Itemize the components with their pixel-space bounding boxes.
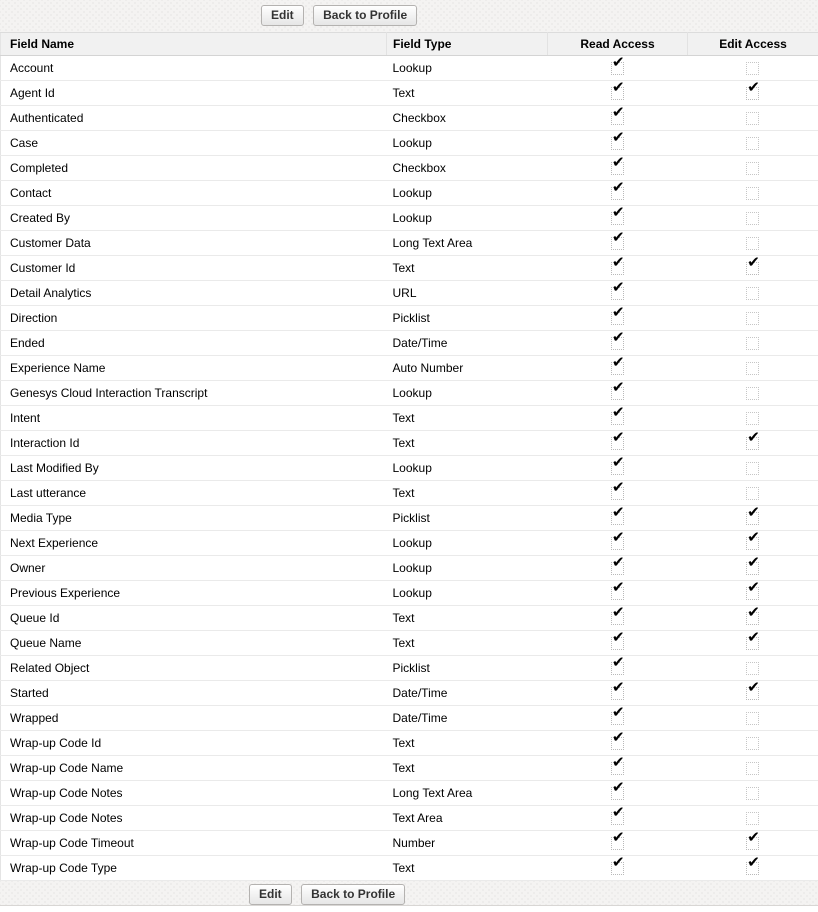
column-header-field-name: Field Name [1,33,387,56]
edit-access-cell [688,56,818,81]
field-type-cell: Text [387,731,548,756]
field-name-cell: Intent [1,406,387,431]
read-access-cell [548,406,688,431]
checked-checkbox-icon [746,437,759,450]
read-access-cell [548,131,688,156]
checked-checkbox-icon [611,362,624,375]
field-name-cell: Wrap-up Code Name [1,756,387,781]
checked-checkbox-icon [746,87,759,100]
edit-access-cell [688,331,818,356]
table-row [1,231,818,256]
checked-checkbox-icon [611,487,624,500]
checked-checkbox-icon [611,762,624,775]
field-name-cell: Queue Name [1,631,387,656]
table-row [1,506,818,531]
field-name-cell: Related Object [1,656,387,681]
field-type-cell: URL [387,281,548,306]
table-row [1,756,818,781]
checked-checkbox-icon [611,337,624,350]
table-row [1,281,818,306]
edit-access-cell [688,181,818,206]
field-name-cell: Genesys Cloud Interaction Transcript [1,381,387,406]
field-name-cell: Interaction Id [1,431,387,456]
table-row [1,481,818,506]
unchecked-checkbox-icon [746,462,759,475]
edit-access-cell [688,506,818,531]
field-type-cell: Lookup [387,56,548,81]
read-access-cell [548,806,688,831]
field-type-cell: Auto Number [387,356,548,381]
edit-button-bottom[interactable]: Edit [249,884,292,905]
field-name-cell: Wrap-up Code Notes [1,806,387,831]
back-to-profile-button-top[interactable]: Back to Profile [313,5,417,26]
table-row [1,456,818,481]
edit-access-cell [688,256,818,281]
checked-checkbox-icon [611,187,624,200]
edit-access-cell [688,381,818,406]
field-name-cell: Next Experience [1,531,387,556]
checked-checkbox-icon [611,312,624,325]
back-to-profile-button-bottom[interactable]: Back to Profile [301,884,405,905]
column-header-field-type: Field Type [387,33,548,56]
checked-checkbox-icon [746,687,759,700]
unchecked-checkbox-icon [746,337,759,350]
unchecked-checkbox-icon [746,387,759,400]
edit-access-cell [688,356,818,381]
edit-access-cell [688,106,818,131]
table-header-row [1,33,818,56]
unchecked-checkbox-icon [746,212,759,225]
table-row [1,681,818,706]
field-name-cell: Previous Experience [1,581,387,606]
read-access-cell [548,606,688,631]
column-header-read-access: Read Access [548,33,688,56]
field-type-cell: Text Area [387,806,548,831]
column-header-edit-access: Edit Access [688,33,818,56]
checked-checkbox-icon [611,237,624,250]
field-type-cell: Picklist [387,656,548,681]
checked-checkbox-icon [611,612,624,625]
checked-checkbox-icon [611,287,624,300]
field-type-cell: Lookup [387,531,548,556]
field-name-cell: Completed [1,156,387,181]
read-access-cell [548,731,688,756]
read-access-cell [548,381,688,406]
unchecked-checkbox-icon [746,137,759,150]
checked-checkbox-icon [746,612,759,625]
field-type-cell: Long Text Area [387,231,548,256]
unchecked-checkbox-icon [746,787,759,800]
checked-checkbox-icon [746,637,759,650]
read-access-cell [548,231,688,256]
field-type-cell: Date/Time [387,681,548,706]
read-access-cell [548,331,688,356]
edit-access-cell [688,306,818,331]
edit-access-cell [688,431,818,456]
field-type-cell: Picklist [387,506,548,531]
unchecked-checkbox-icon [746,762,759,775]
checked-checkbox-icon [611,262,624,275]
field-name-cell: Authenticated [1,106,387,131]
unchecked-checkbox-icon [746,187,759,200]
unchecked-checkbox-icon [746,737,759,750]
field-type-cell: Picklist [387,306,548,331]
table-row [1,656,818,681]
edit-access-cell [688,681,818,706]
top-button-bar [0,0,818,32]
field-name-cell: Agent Id [1,81,387,106]
read-access-cell [548,656,688,681]
read-access-cell [548,356,688,381]
unchecked-checkbox-icon [746,412,759,425]
table-row [1,406,818,431]
read-access-cell [548,581,688,606]
table-row [1,856,818,881]
field-type-cell: Text [387,856,548,881]
edit-access-cell [688,481,818,506]
unchecked-checkbox-icon [746,487,759,500]
read-access-cell [548,481,688,506]
field-name-cell: Started [1,681,387,706]
read-access-cell [548,156,688,181]
field-type-cell: Lookup [387,581,548,606]
field-type-cell: Text [387,606,548,631]
checked-checkbox-icon [611,387,624,400]
edit-access-cell [688,631,818,656]
field-type-cell: Text [387,481,548,506]
read-access-cell [548,431,688,456]
field-name-cell: Experience Name [1,356,387,381]
read-access-cell [548,531,688,556]
read-access-cell [548,256,688,281]
field-type-cell: Text [387,756,548,781]
read-access-cell [548,56,688,81]
checked-checkbox-icon [746,537,759,550]
checked-checkbox-icon [611,862,624,875]
unchecked-checkbox-icon [746,812,759,825]
table-row [1,306,818,331]
table-body [1,56,818,881]
unchecked-checkbox-icon [746,312,759,325]
field-type-cell: Lookup [387,556,548,581]
checked-checkbox-icon [611,662,624,675]
edit-access-cell [688,806,818,831]
edit-access-cell [688,531,818,556]
checked-checkbox-icon [611,512,624,525]
table-row [1,806,818,831]
edit-access-cell [688,856,818,881]
checked-checkbox-icon [611,812,624,825]
edit-access-cell [688,581,818,606]
field-type-cell: Checkbox [387,106,548,131]
read-access-cell [548,756,688,781]
field-name-cell: Owner [1,556,387,581]
table-row [1,56,818,81]
table-row [1,731,818,756]
edit-access-cell [688,706,818,731]
edit-access-cell [688,556,818,581]
edit-access-cell [688,781,818,806]
unchecked-checkbox-icon [746,362,759,375]
checked-checkbox-icon [746,262,759,275]
edit-access-cell [688,131,818,156]
edit-access-cell [688,281,818,306]
field-name-cell: Created By [1,206,387,231]
read-access-cell [548,106,688,131]
unchecked-checkbox-icon [746,712,759,725]
field-name-cell: Last Modified By [1,456,387,481]
checked-checkbox-icon [611,137,624,150]
edit-access-cell [688,231,818,256]
edit-access-cell [688,456,818,481]
field-name-cell: Last utterance [1,481,387,506]
edit-access-cell [688,731,818,756]
field-name-cell: Wrap-up Code Type [1,856,387,881]
checked-checkbox-icon [611,412,624,425]
field-type-cell: Text [387,431,548,456]
edit-access-cell [688,406,818,431]
field-name-cell: Contact [1,181,387,206]
table-row [1,131,818,156]
field-type-cell: Lookup [387,456,548,481]
checked-checkbox-icon [746,512,759,525]
field-name-cell: Wrap-up Code Timeout [1,831,387,856]
checked-checkbox-icon [611,437,624,450]
field-level-security-table [0,32,818,881]
checked-checkbox-icon [611,712,624,725]
table-row [1,256,818,281]
table-row [1,81,818,106]
unchecked-checkbox-icon [746,62,759,75]
table-row [1,106,818,131]
checked-checkbox-icon [746,862,759,875]
checked-checkbox-icon [611,162,624,175]
unchecked-checkbox-icon [746,112,759,125]
checked-checkbox-icon [746,562,759,575]
field-type-cell: Text [387,406,548,431]
field-type-cell: Text [387,631,548,656]
field-name-cell: Wrap-up Code Notes [1,781,387,806]
edit-button-top[interactable]: Edit [261,5,304,26]
read-access-cell [548,831,688,856]
checked-checkbox-icon [611,737,624,750]
read-access-cell [548,506,688,531]
table-row [1,581,818,606]
table-row [1,156,818,181]
read-access-cell [548,281,688,306]
table-row [1,631,818,656]
table-row [1,531,818,556]
read-access-cell [548,181,688,206]
table-row [1,706,818,731]
field-type-cell: Date/Time [387,331,548,356]
field-name-cell: Direction [1,306,387,331]
checked-checkbox-icon [611,87,624,100]
table-row [1,556,818,581]
read-access-cell [548,706,688,731]
field-name-cell: Ended [1,331,387,356]
field-name-cell: Wrapped [1,706,387,731]
table-row [1,206,818,231]
checked-checkbox-icon [611,112,624,125]
field-type-cell: Lookup [387,131,548,156]
field-type-cell: Lookup [387,206,548,231]
edit-access-cell [688,606,818,631]
read-access-cell [548,781,688,806]
read-access-cell [548,456,688,481]
table-row [1,831,818,856]
table-row [1,356,818,381]
field-type-cell: Text [387,81,548,106]
field-name-cell: Customer Id [1,256,387,281]
table-row [1,381,818,406]
edit-access-cell [688,206,818,231]
field-name-cell: Case [1,131,387,156]
edit-access-cell [688,156,818,181]
read-access-cell [548,631,688,656]
field-type-cell: Date/Time [387,706,548,731]
unchecked-checkbox-icon [746,287,759,300]
edit-access-cell [688,756,818,781]
field-name-cell: Detail Analytics [1,281,387,306]
table-row [1,431,818,456]
field-name-cell: Account [1,56,387,81]
table-row [1,606,818,631]
field-name-cell: Media Type [1,506,387,531]
checked-checkbox-icon [611,837,624,850]
table-row [1,781,818,806]
field-type-cell: Number [387,831,548,856]
field-type-cell: Checkbox [387,156,548,181]
edit-access-cell [688,81,818,106]
table-row [1,331,818,356]
checked-checkbox-icon [746,587,759,600]
checked-checkbox-icon [611,587,624,600]
checked-checkbox-icon [746,837,759,850]
bottom-button-bar [0,881,818,906]
read-access-cell [548,206,688,231]
checked-checkbox-icon [611,212,624,225]
checked-checkbox-icon [611,687,624,700]
field-type-cell: Lookup [387,381,548,406]
checked-checkbox-icon [611,62,624,75]
field-type-cell: Text [387,256,548,281]
table-row [1,181,818,206]
checked-checkbox-icon [611,537,624,550]
edit-access-cell [688,831,818,856]
field-name-cell: Wrap-up Code Id [1,731,387,756]
checked-checkbox-icon [611,462,624,475]
checked-checkbox-icon [611,562,624,575]
read-access-cell [548,681,688,706]
read-access-cell [548,306,688,331]
unchecked-checkbox-icon [746,662,759,675]
edit-access-cell [688,656,818,681]
read-access-cell [548,81,688,106]
field-name-cell: Queue Id [1,606,387,631]
checked-checkbox-icon [611,787,624,800]
unchecked-checkbox-icon [746,162,759,175]
read-access-cell [548,856,688,881]
checked-checkbox-icon [611,637,624,650]
field-name-cell: Customer Data [1,231,387,256]
unchecked-checkbox-icon [746,237,759,250]
field-type-cell: Long Text Area [387,781,548,806]
field-type-cell: Lookup [387,181,548,206]
read-access-cell [548,556,688,581]
